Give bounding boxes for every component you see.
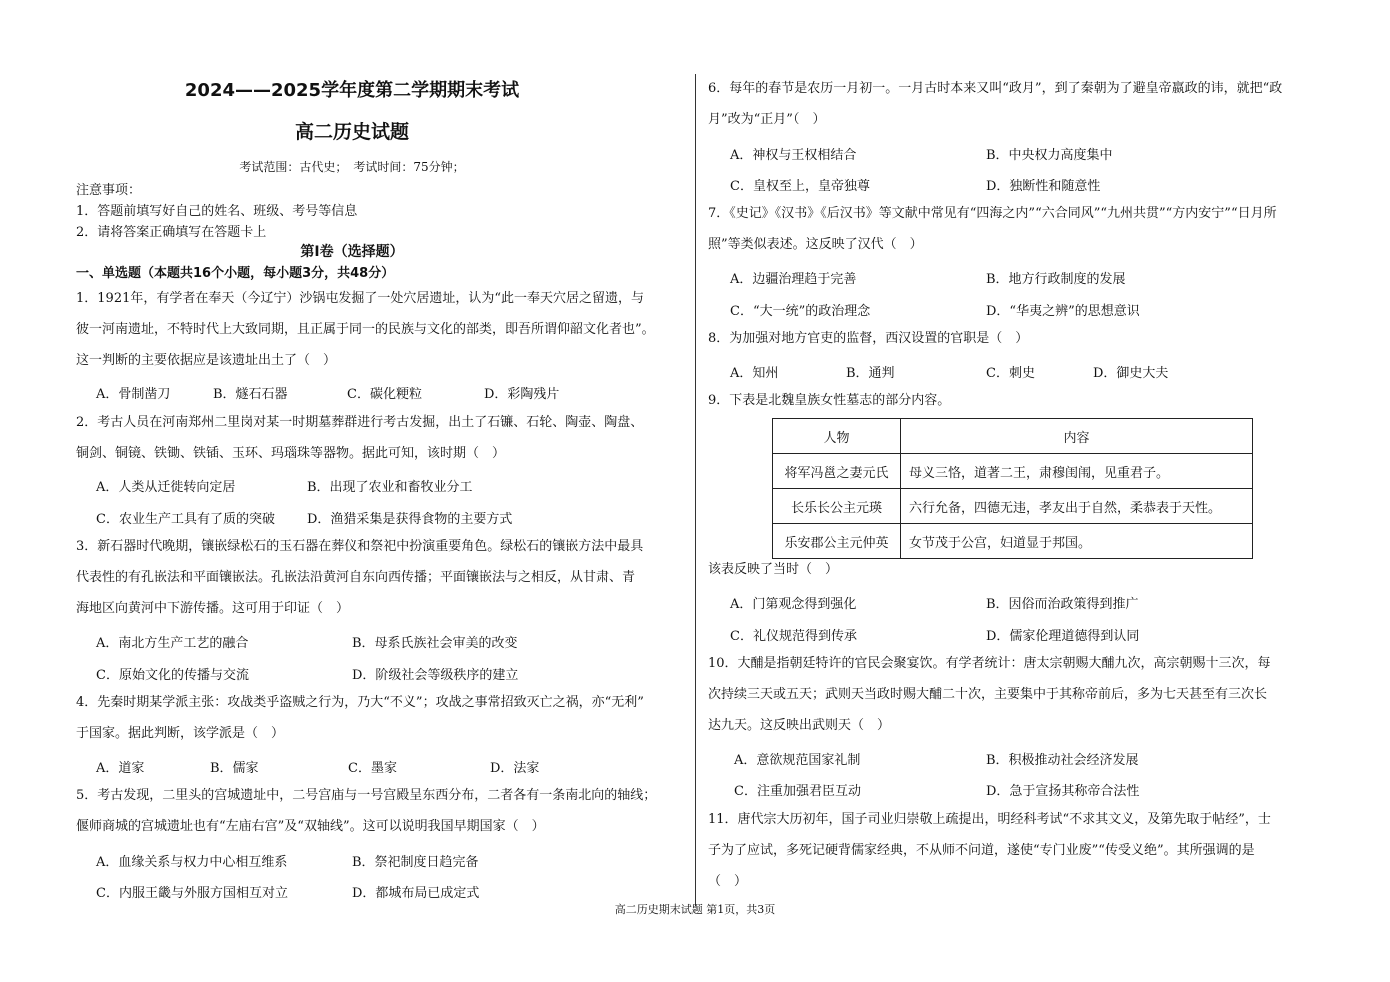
question-line: 2．考古人员在河南郑州二里岗对某一时期墓葬群进行考古发掘，出土了石镰、石轮、陶壶、陶盘、 xyxy=(76,415,644,430)
option[interactable]: A．神权与王权相结合 xyxy=(730,148,857,163)
option[interactable]: D．法家 xyxy=(490,761,540,776)
table-cell: 母义三恪，道著二王，肃穆闺闱，见重君子。 xyxy=(901,454,1253,489)
table-cell: 将军冯邕之妻元氏 xyxy=(773,454,901,489)
option[interactable]: B．通判 xyxy=(846,366,895,381)
question-line: 彼一河南遗址，不特时代上大致同期，且正属于同一的民族与文化的部类，即吾所谓仰韶文化者也”。 xyxy=(76,322,655,337)
option[interactable]: A．边疆治理趋于完善 xyxy=(730,272,857,287)
option[interactable]: B．出现了农业和畜牧业分工 xyxy=(307,480,473,495)
option[interactable]: D．独断性和随意性 xyxy=(986,179,1101,194)
option[interactable]: A．南北方生产工艺的融合 xyxy=(96,636,249,651)
exam-info: 考试范围：古代史； 考试时间：75分钟； xyxy=(239,160,465,174)
notes-item: 2．请将答案正确填写在答题卡上 xyxy=(76,225,267,240)
question-1 xyxy=(76,283,655,376)
question-4 xyxy=(76,687,644,749)
question-line: 9．下表是北魏皇族女性墓志的部分内容。 xyxy=(708,393,951,408)
option[interactable]: C．“大一统”的政治理念 xyxy=(730,304,871,319)
question-line: 铜剑、铜镜、铁锄、铁锸、玉环、玛瑙珠等器物。据此可知，该时期（ ） xyxy=(76,446,506,461)
option[interactable]: C．礼仪规范得到传承 xyxy=(730,629,857,644)
page-footer: 高二历史期末试题 第1页，共3页 xyxy=(614,903,776,916)
question-6 xyxy=(708,73,1282,135)
option[interactable]: C．原始文化的传播与交流 xyxy=(96,668,249,683)
table-row xyxy=(773,454,1253,489)
option[interactable]: C．刺史 xyxy=(986,366,1035,381)
table-header-row xyxy=(773,419,1253,454)
question-7 xyxy=(708,198,1277,260)
question-line: 海地区向黄河中下游传播。这可用于印证（ ） xyxy=(76,601,350,616)
option[interactable]: A．道家 xyxy=(96,761,145,776)
option[interactable]: D．都城布局已成定式 xyxy=(352,886,480,901)
table-cell: 乐安郡公主元仲英 xyxy=(773,524,901,559)
option[interactable]: D．渔猎采集是获得食物的主要方式 xyxy=(307,512,513,527)
part-heading: 第Ⅰ卷（选择题） xyxy=(300,244,404,260)
option[interactable]: B．燧石石器 xyxy=(213,387,288,402)
option[interactable]: B．积极推动社会经济发展 xyxy=(986,753,1139,768)
option[interactable]: D．御史大夫 xyxy=(1093,366,1169,381)
question-10 xyxy=(708,648,1271,741)
option[interactable]: B．地方行政制度的发展 xyxy=(986,272,1126,287)
table-cell: 长乐长公主元瑛 xyxy=(773,489,901,524)
option[interactable]: A．血缘关系与权力中心相互维系 xyxy=(96,855,288,870)
option[interactable]: A．骨制凿刀 xyxy=(96,387,171,402)
table-row xyxy=(773,489,1253,524)
option[interactable]: B．儒家 xyxy=(210,761,259,776)
question-5 xyxy=(76,780,656,842)
exam-title: 2024——2025学年度第二学期期末考试 xyxy=(184,80,520,101)
table-header: 人物 xyxy=(773,419,901,454)
question-line: 这一判断的主要依据应是该遗址出土了（ ） xyxy=(76,353,337,368)
question-3 xyxy=(76,531,643,624)
table-header: 内容 xyxy=(901,419,1253,454)
notes xyxy=(76,180,357,243)
section-heading: 一、单选题（本题共16个小题，每小题3分，共48分） xyxy=(76,266,395,281)
option[interactable]: C．内服王畿与外服方国相互对立 xyxy=(96,886,288,901)
option[interactable]: A．人类从迁徙转向定居 xyxy=(96,480,236,495)
question-line: 7．《史记》《汉书》《后汉书》等文献中常见有“四海之内”“六合同风”“九州共贯”“方内安宁”“日月所 xyxy=(708,206,1277,221)
option[interactable]: B．母系氏族社会审美的改变 xyxy=(352,636,518,651)
option[interactable]: C．注重加强君臣互动 xyxy=(734,784,861,799)
question-line: 5．考古发现，二里头的宫城遗址中，二号宫庙与一号宫殿呈东西分布，二者各有一条南北向的轴线； xyxy=(76,788,657,803)
question-line: 8．为加强对地方官吏的监督，西汉设置的官职是（ ） xyxy=(708,331,1029,346)
question-line: 照”等类似表述。这反映了汉代（ ） xyxy=(708,237,923,252)
table-cell: 女节茂于公宫，妇道显于邦国。 xyxy=(901,524,1253,559)
question-line: 1．1921年，有学者在奉天（今辽宁）沙锅屯发掘了一处穴居遗址，认为“此一奉天穴居之留遗，与 xyxy=(76,291,645,306)
option[interactable]: D．急于宣扬其称帝合法性 xyxy=(986,784,1140,799)
question-11 xyxy=(708,804,1271,897)
notes-item: 1．答题前填写好自己的姓名、班级、考号等信息 xyxy=(76,204,358,219)
option[interactable]: D．儒家伦理道德得到认同 xyxy=(986,629,1140,644)
table-cell: 六行允备，四德无违，孝友出于自然，柔恭表于天性。 xyxy=(901,489,1253,524)
epitaph-table xyxy=(772,418,1253,559)
question-8 xyxy=(708,323,1028,354)
question-line: 3．新石器时代晚期，镶嵌绿松石的玉石器在葬仪和祭祀中扮演重要角色。绿松石的镶嵌方法中最具 xyxy=(76,539,644,554)
question-line: 10．大酺是指朝廷特许的官民会聚宴饮。有学者统计：唐太宗朝赐大酺九次，高宗朝赐十三次，每 xyxy=(708,656,1271,671)
option[interactable]: D．阶级社会等级秩序的建立 xyxy=(352,668,519,683)
question-line: 月”改为“正月”（ ） xyxy=(708,112,826,127)
option[interactable]: B．因俗而治政策得到推广 xyxy=(986,597,1139,612)
question-9 xyxy=(708,385,950,416)
option[interactable]: C．碳化粳粒 xyxy=(347,387,422,402)
question-line: 达九天。这反映出武则天（ ） xyxy=(708,718,891,733)
column-divider xyxy=(695,74,696,906)
option[interactable]: D．彩陶残片 xyxy=(484,387,560,402)
exam-subject: 高二历史试题 xyxy=(294,121,409,143)
option[interactable]: D．“华夷之辨”的思想意识 xyxy=(986,304,1140,319)
question-line: 于国家。据此判断，该学派是（ ） xyxy=(76,726,285,741)
option[interactable]: C．墨家 xyxy=(348,761,397,776)
option[interactable]: C．农业生产工具有了质的突破 xyxy=(96,512,275,527)
question-line: 次持续三天或五天；武则天当政时赐大酺二十次，主要集中于其称帝前后，多为七天甚至有三次长 xyxy=(708,687,1268,702)
question-line: 11．唐代宗大历初年，国子司业归崇敬上疏提出，明经科考试“不求其文义，及第先取于帖经”，士 xyxy=(708,812,1271,827)
question-line: 4．先秦时期某学派主张：攻战类乎盗贼之行为，乃大“不义”；攻战之事常招致灭亡之祸，亦“无利” xyxy=(76,695,644,710)
question-line: （ ） xyxy=(708,874,748,889)
option[interactable]: C．皇权至上，皇帝独尊 xyxy=(730,179,870,194)
option[interactable]: B．中央权力高度集中 xyxy=(986,148,1113,163)
option[interactable]: B．祭祀制度日趋完备 xyxy=(352,855,479,870)
question-line: 子为了应试，多死记硬背儒家经典，不从师不问道，遂使“专门业废”“传受义绝”。其所强调的是 xyxy=(708,843,1255,858)
notes-heading: 注意事项： xyxy=(76,183,142,198)
option[interactable]: A．知州 xyxy=(730,366,779,381)
question-2 xyxy=(76,407,643,469)
question-9-stem: 该表反映了当时（ ） xyxy=(708,562,839,577)
question-line: 偃师商城的宫城遗址也有“左庙右宫”及“双轴线”。这可以说明我国早期国家（ ） xyxy=(76,819,545,834)
table-row xyxy=(773,524,1253,559)
option[interactable]: A．意欲规范国家礼制 xyxy=(734,753,861,768)
question-line: 代表性的有孔嵌法和平面镶嵌法。孔嵌法沿黄河自东向西传播；平面镶嵌法与之相反，从甘肃、青 xyxy=(76,570,636,585)
question-line: 6．每年的春节是农历一月初一。一月古时本来又叫“政月”，到了秦朝为了避皇帝嬴政的讳，就把“政 xyxy=(708,81,1283,96)
option[interactable]: A．门第观念得到强化 xyxy=(730,597,857,612)
